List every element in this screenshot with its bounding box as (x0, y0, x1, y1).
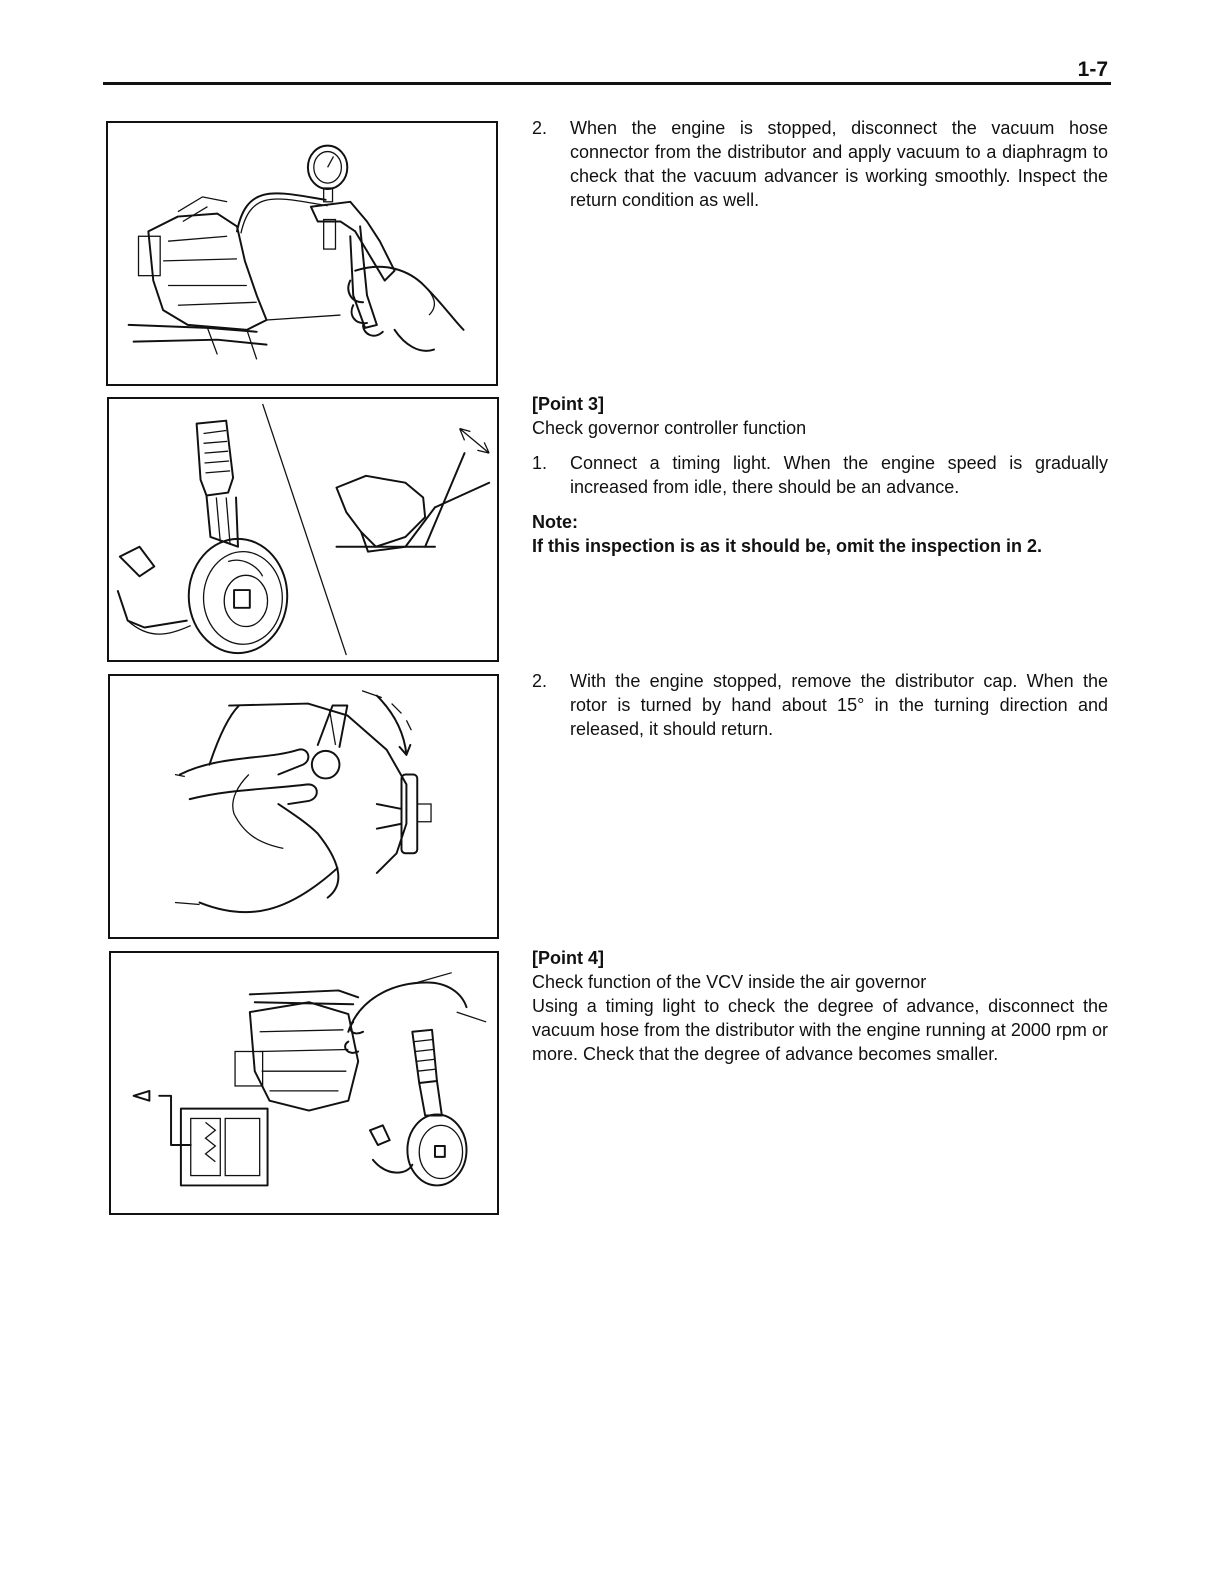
section-subheading: Check function of the VCV inside the air governor (532, 972, 927, 992)
step-number: 2. (532, 118, 548, 138)
section-vacuum-advancer (532, 116, 1108, 212)
step-text: When the engine is stopped, disconnect the vacuum hose connector from the distributor and apply vacuum to a diaphragm to check that the vacuum advancer is working smoothly. Inspect the return condition as well. (570, 118, 1108, 210)
section-rotor-return (532, 669, 1108, 741)
rotor-turning-icon (110, 676, 497, 937)
note-text: If this inspection is as it should be, omit the inspection in 2. (532, 536, 1043, 556)
section-paragraph: Using a timing light to check the degree of advance, disconnect the vacuum hose from the distributor with the engine running at 2000 rpm or more. Check that the degree of advance becomes smaller. (532, 996, 1108, 1064)
timing-light-pulley-icon (109, 399, 497, 660)
step-number: 2. (532, 671, 548, 691)
figure-rotor-turning (108, 674, 499, 939)
step-item (532, 451, 1108, 499)
step-item (532, 116, 1108, 212)
vacuum-pump-gauge-icon (108, 123, 496, 384)
section-heading: [Point 3] (532, 394, 604, 414)
figure-vcv-air-governor (109, 951, 499, 1215)
step-item (532, 669, 1108, 741)
section-heading: [Point 4] (532, 948, 604, 968)
step-text: Connect a timing light. When the engine speed is gradually increased from idle, there should be an advance. (570, 453, 1108, 497)
figure-vacuum-advancer-check (106, 121, 498, 386)
section-point-3 (532, 392, 1108, 558)
section-subheading: Check governor controller function (532, 418, 807, 438)
section-point-4 (532, 946, 1108, 1066)
step-text: With the engine stopped, remove the distributor cap. When the rotor is turned by hand about 15° in the turning direction and released, it should return. (570, 671, 1108, 739)
note-label: Note: (532, 512, 578, 532)
page-number: 1-7 (1077, 58, 1108, 81)
header-rule (103, 82, 1111, 85)
vcv-air-governor-icon (111, 953, 497, 1213)
figure-governor-controller-check (107, 397, 499, 662)
step-number: 1. (532, 453, 548, 473)
